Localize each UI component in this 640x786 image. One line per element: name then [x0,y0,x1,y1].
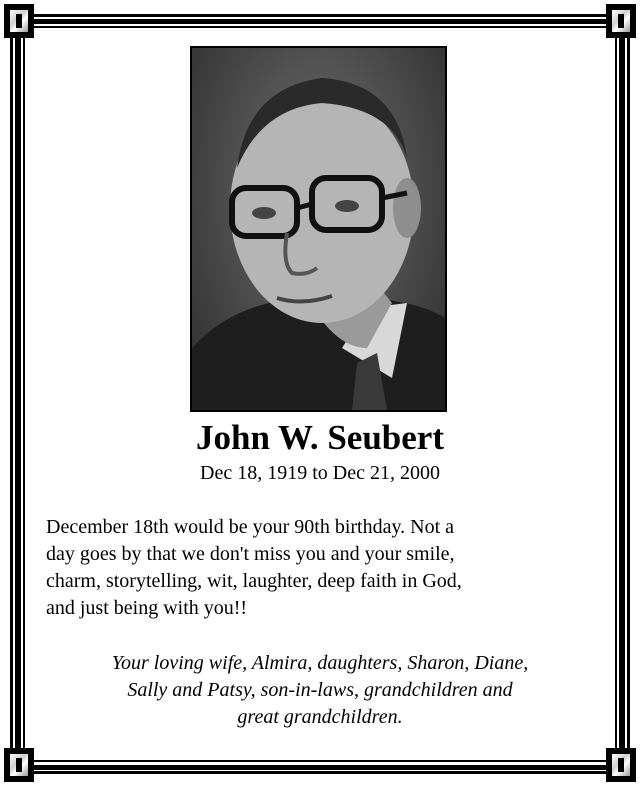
frame-corner-top-right [606,4,636,38]
deceased-name: John W. Seubert [196,418,444,457]
message-line: and just being with you!! [46,597,248,619]
signoff-line: Sally and Patsy, son-in-laws, grandchildren and [127,679,513,701]
memorial-message [46,514,606,622]
frame-left-border [8,18,28,768]
frame-corner-bottom-left [4,748,34,782]
frame-bottom-border [18,758,622,776]
message-line: charm, storytelling, wit, laughter, deep faith in God, [46,570,462,592]
message-line: day goes by that we don't miss you and your smile, [46,543,455,565]
portrait-photo [190,46,447,412]
message-line: December 18th would be your 90th birthday. Not a [46,516,455,538]
frame-corner-bottom-right [606,748,636,782]
signoff-line: Your loving wife, Almira, daughters, Sharon, Diane, [111,652,529,674]
signoff-line: great grandchildren. [237,706,403,728]
frame-top-border [18,12,622,30]
life-dates: Dec 18, 1919 to Dec 21, 2000 [200,462,440,484]
frame-right-border [612,18,632,768]
family-signoff [40,650,600,731]
frame-corner-top-left [4,4,34,38]
